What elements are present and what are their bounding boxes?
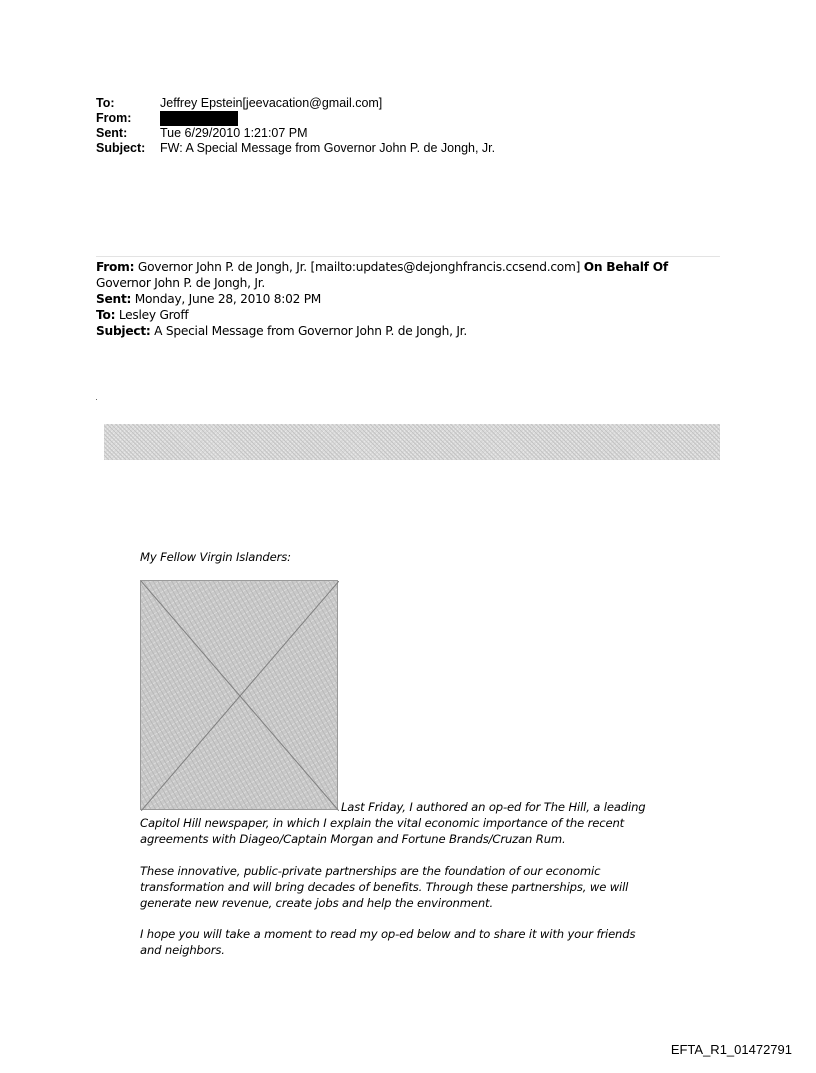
subject-label: Subject: [96, 141, 146, 155]
subject-value: FW: A Special Message from Governor John P. de Jongh, Jr. [160, 141, 496, 155]
sent-value: Tue 6/29/2010 1:21:07 PM [160, 126, 308, 140]
email-header [96, 96, 495, 156]
p2-line2: transformation and will bring decades of benefits. Through these partnerships, we will [140, 880, 629, 894]
stray-dot [96, 399, 97, 400]
greeting: My Fellow Virgin Islanders: [140, 550, 291, 564]
forwarded-header [96, 256, 720, 339]
fwd-to-line [96, 307, 720, 323]
p1-line2: Capitol Hill newspaper, in which I explain the vital economic importance of the recent [140, 816, 625, 830]
banner-image [104, 424, 720, 460]
fwd-behalf-value: Governor John P. de Jongh, Jr. [96, 276, 265, 290]
fwd-from-line [96, 259, 720, 275]
p3-line2: and neighbors. [140, 943, 225, 957]
p1-line1: Last Friday, I authored an op-ed for The Hill, a leading [341, 800, 646, 814]
fwd-from-value: Governor John P. de Jongh, Jr. [mailto:updates@dejonghfrancis.ccsend.com] [134, 260, 584, 274]
to-value: Jeffrey Epstein[jeevacation@gmail.com] [160, 96, 383, 110]
broken-image-icon [141, 581, 339, 811]
p1-line3: agreements with Diageo/Captain Morgan and Fortune Brands/Cruzan Rum. [140, 832, 566, 846]
sent-label: Sent: [96, 126, 128, 140]
to-label: To: [96, 96, 115, 110]
p2-line3: generate new revenue, create jobs and help the environment. [140, 896, 493, 910]
fwd-to-value: Lesley Groff [115, 308, 189, 322]
fwd-from-label: From: [96, 260, 135, 274]
fwd-sent-line [96, 291, 720, 307]
fwd-sent-value: Monday, June 28, 2010 8:02 PM [131, 292, 322, 306]
from-label: From: [96, 111, 132, 125]
fwd-sent-label: Sent: [96, 292, 132, 306]
broken-image-placeholder [140, 580, 338, 810]
fwd-subject-label: Subject: [96, 324, 151, 338]
fwd-subject-line [96, 323, 720, 339]
subject-row [96, 141, 495, 156]
document-id: EFTA_R1_01472791 [670, 1042, 792, 1057]
sent-row [96, 126, 495, 141]
p3-line1: I hope you will take a moment to read my op-ed below and to share it with your friends [140, 927, 636, 941]
fwd-subject-value: A Special Message from Governor John P. de Jongh, Jr. [150, 324, 467, 338]
redaction-box [160, 111, 238, 126]
fwd-to-label: To: [96, 308, 116, 322]
to-row [96, 96, 495, 111]
fwd-behalf-label: On Behalf Of [583, 260, 668, 274]
from-row [96, 111, 495, 126]
p2-line1: These innovative, public-private partnerships are the foundation of our economic [140, 864, 601, 878]
